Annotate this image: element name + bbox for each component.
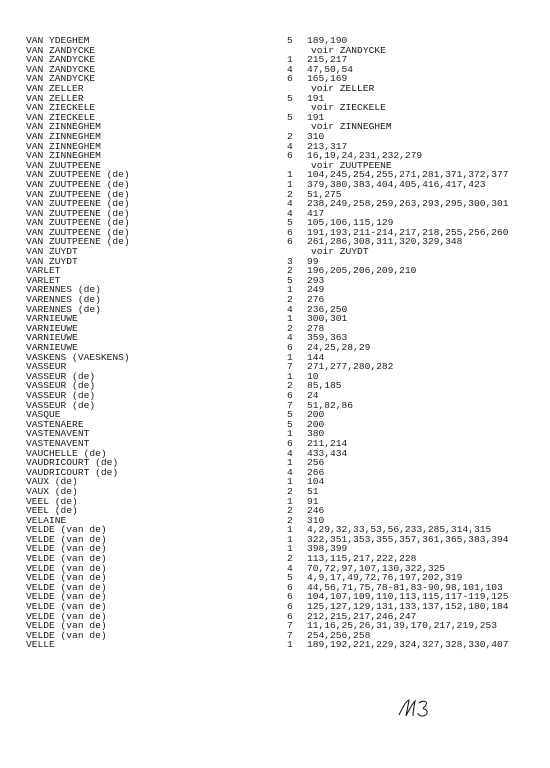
volume-number: 7: [287, 361, 293, 373]
entry-name: VAN ZIECKELE: [26, 102, 96, 114]
entry-name: VAN ZANDYCKE: [26, 44, 96, 56]
page-references: 144: [307, 351, 325, 363]
page-references: 310: [307, 130, 325, 142]
entry-name: VARENNES (de): [26, 284, 101, 296]
volume-number: 4: [287, 198, 293, 210]
page-references: 212,215,217,246,247: [307, 610, 417, 622]
page-references: 249: [307, 284, 325, 296]
page-references: 11,16,25,26,31,39,170,217,219,253: [307, 620, 497, 632]
entry-name: VAN ZIECKELE: [26, 111, 96, 123]
entry-name: VAN ZINNEGHEM: [26, 150, 101, 162]
entry-name: VASTENAVENT: [26, 437, 90, 449]
page-references: 16,19,24,231,232,279: [307, 150, 423, 162]
page-references: 380: [307, 428, 325, 440]
index-row: [0, 266, 550, 276]
entry-name: VAN ZUYDT: [26, 246, 78, 258]
page-references: 165,169: [307, 73, 348, 85]
entry-name: VASSEUR (de): [26, 399, 96, 411]
page-references: 91: [307, 495, 319, 507]
page-references: 191: [307, 92, 325, 104]
page-references: 191,193,211-214,217,218,255,256,260: [307, 226, 509, 238]
page-references: 266: [307, 466, 325, 478]
volume-number: 4: [287, 207, 293, 219]
volume-number: 2: [287, 265, 293, 277]
index-row: [0, 314, 550, 324]
index-row: [0, 237, 550, 247]
volume-number: 6: [287, 581, 293, 593]
index-row: [0, 247, 550, 257]
index-row: [0, 324, 550, 334]
volume-number: 4: [287, 562, 293, 574]
page-references: 189,190: [307, 35, 348, 46]
volume-number: 1: [287, 178, 293, 190]
entry-name: VEEL (de): [26, 505, 78, 517]
entry-name: VAN ZUUTPEENE (de): [26, 178, 130, 190]
page-references: 125,127,129,131,133,137,152,180,184: [307, 601, 509, 613]
volume-number: 6: [287, 437, 293, 449]
page-references: 293: [307, 274, 325, 286]
volume-number: 5: [287, 92, 293, 104]
volume-number: 6: [287, 389, 293, 401]
page-references: 246: [307, 505, 325, 517]
volume-number: 1: [287, 284, 293, 296]
entry-name: VAN ZUUTPEENE (de): [26, 207, 130, 219]
volume-number: 1: [287, 313, 293, 325]
page-references: 4,9,17,49,72,76,197,202,319: [307, 572, 463, 584]
page-references: 51: [307, 485, 319, 497]
entry-name: VAN ZUUTPEENE (de): [26, 198, 130, 210]
page-references: 300,301: [307, 313, 348, 325]
volume-number: 6: [287, 610, 293, 622]
page-references: 236,250: [307, 303, 348, 315]
page-references: 322,351,353,355,357,361,365,383,394: [307, 533, 509, 545]
page-references: 51,275: [307, 188, 342, 200]
page-references: 261,286,308,311,320,329,348: [307, 236, 463, 248]
volume-number: 1: [287, 351, 293, 363]
entry-name: VASSEUR (de): [26, 380, 96, 392]
index-row: [0, 497, 550, 507]
volume-number: 1: [287, 169, 293, 181]
entry-name: VASQUE: [26, 409, 61, 421]
entry-name: VELDE (van de): [26, 620, 107, 632]
index-row: [0, 353, 550, 363]
volume-number: 1: [287, 457, 293, 469]
page-references: 213,317: [307, 140, 348, 152]
entry-name: VAN ZANDYCKE: [26, 54, 96, 66]
page-references: 215,217: [307, 54, 348, 66]
page-references: 398,399: [307, 543, 348, 555]
page-references: 85,185: [307, 380, 342, 392]
volume-number: 4: [287, 466, 293, 478]
page-references: 4,29,32,33,53,56,233,285,314,315: [307, 524, 492, 536]
volume-number: 2: [287, 505, 293, 517]
volume-number: 7: [287, 399, 293, 411]
entry-name: VARLET: [26, 265, 61, 277]
volume-number: 7: [287, 629, 293, 641]
page-references: 238,249,258,259,263,293,295,300,301: [307, 198, 509, 210]
volume-number: 5: [287, 409, 293, 421]
entry-name: VELDE (van de): [26, 553, 107, 565]
volume-number: 4: [287, 332, 293, 344]
volume-number: 1: [287, 428, 293, 440]
volume-number: 2: [287, 188, 293, 200]
entry-name: VELDE (van de): [26, 581, 107, 593]
volume-number: 6: [287, 73, 293, 85]
entry-name: VARNIEUWE: [26, 313, 78, 325]
volume-number: 4: [287, 140, 293, 152]
entry-name: VELDE (van de): [26, 601, 107, 613]
volume-number: 4: [287, 63, 293, 75]
entry-name: VELLE: [26, 639, 55, 651]
entry-name: VAN ZINNEGHEM: [26, 140, 101, 152]
page-references: 189,192,221,229,324,327,328,330,407: [307, 639, 509, 651]
volume-number: 1: [287, 543, 293, 555]
volume-number: 7: [287, 620, 293, 632]
entry-name: VAUDRICOURT (de): [26, 466, 119, 478]
index-row: [0, 333, 550, 343]
entry-name: VELAINE: [26, 514, 67, 526]
page-references: 104,245,254,255,271,281,371,372,377: [307, 169, 509, 181]
entry-name: VELDE (van de): [26, 591, 107, 603]
page-references: 200: [307, 409, 325, 421]
entry-name: VAUX (de): [26, 485, 78, 497]
page-references: 310: [307, 514, 325, 526]
volume-number: 4: [287, 447, 293, 459]
volume-number: 6: [287, 236, 293, 248]
volume-number: 1: [287, 54, 293, 66]
page-references: 24: [307, 389, 319, 401]
volume-number: 6: [287, 150, 293, 162]
volume-number: 6: [287, 591, 293, 603]
entry-name: VELDE (van de): [26, 543, 107, 555]
entry-name: VAN ZANDYCKE: [26, 63, 96, 75]
index-row: [0, 640, 550, 650]
entry-name: VAN ZUUTPEENE: [26, 159, 101, 171]
page-references: 359,363: [307, 332, 348, 344]
page-references: 256: [307, 457, 325, 469]
volume-number: 6: [287, 226, 293, 238]
volume-number: 1: [287, 524, 293, 536]
entry-name: VAUCHELLE (de): [26, 447, 107, 459]
page-references: voir ZANDYCKE: [311, 44, 386, 56]
entry-name: VARLET: [26, 274, 61, 286]
entry-name: VAN ZUUTPEENE (de): [26, 236, 130, 248]
entry-name: VAN ZELLER: [26, 92, 84, 104]
page-references: 104: [307, 476, 325, 488]
page-references: 271,277,280,282: [307, 361, 394, 373]
index-row: [0, 401, 550, 411]
index-row: [0, 506, 550, 516]
index-row: [0, 257, 550, 267]
page-references: 433,434: [307, 447, 348, 459]
page-references: 254,256,258: [307, 629, 371, 641]
page-references: 24,25,28,29: [307, 342, 371, 353]
volume-number: 2: [287, 294, 293, 306]
entry-name: VARNIEUWE: [26, 322, 78, 334]
page-references: voir ZINNEGHEM: [311, 121, 392, 133]
volume-number: 5: [287, 217, 293, 229]
page-references: voir ZUUTPEENE: [311, 159, 392, 171]
page-references: 51,82,86: [307, 399, 354, 411]
entry-name: VAN ZUUTPEENE (de): [26, 226, 130, 238]
index-list: [0, 36, 550, 650]
page-references: 196,205,206,209,210: [307, 265, 417, 277]
entry-name: VARENNES (de): [26, 294, 101, 306]
volume-number: 1: [287, 476, 293, 488]
volume-number: 5: [287, 274, 293, 286]
page-references: voir ZELLER: [311, 82, 375, 94]
page-references: 44,56,71,75,78-81,83-90,98,101,103: [307, 581, 503, 593]
entry-name: VEEL (de): [26, 495, 78, 507]
volume-number: 6: [287, 601, 293, 613]
volume-number: 2: [287, 553, 293, 565]
entry-name: VARNIEUWE: [26, 342, 78, 353]
page-references: 276: [307, 294, 325, 306]
entry-name: VAN ZINNEGHEM: [26, 121, 101, 133]
page-references: voir ZIECKELE: [311, 102, 386, 114]
entry-name: VASTENAVENT: [26, 428, 90, 440]
entry-name: VASSEUR (de): [26, 370, 96, 382]
index-row: [0, 468, 550, 478]
page-references: 278: [307, 322, 325, 334]
handwritten-page-number: [397, 697, 437, 719]
entry-name: VELDE (van de): [26, 572, 107, 584]
page-references: 70,72,97,107,130,322,325: [307, 562, 446, 574]
entry-name: VAN YDEGHEM: [26, 35, 90, 46]
entry-name: VASSEUR (de): [26, 389, 96, 401]
entry-name: VASSEUR: [26, 361, 67, 373]
page-references: voir ZUYDT: [311, 246, 369, 258]
volume-number: 2: [287, 514, 293, 526]
volume-number: 2: [287, 380, 293, 392]
page-references: 104,107,109,110,113,115,117-119,125: [307, 591, 509, 603]
entry-name: VAN ZINNEGHEM: [26, 130, 101, 142]
volume-number: 6: [287, 342, 293, 353]
entry-name: VAN ZUYDT: [26, 255, 78, 267]
page-references: 113,115,217,222,228: [307, 553, 417, 565]
entry-name: VASKENS (VAESKENS): [26, 351, 130, 363]
page-references: 191: [307, 111, 325, 123]
page-references: 105,106,115,129: [307, 217, 394, 229]
volume-number: 3: [287, 255, 293, 267]
volume-number: 1: [287, 370, 293, 382]
entry-name: VAUX (de): [26, 476, 78, 488]
volume-number: 4: [287, 303, 293, 315]
entry-name: VELDE (van de): [26, 629, 107, 641]
page-references: 417: [307, 207, 325, 219]
page-references: 211,214: [307, 437, 348, 449]
volume-number: 5: [287, 35, 293, 46]
entry-name: VAN ZANDYCKE: [26, 73, 96, 85]
index-row: [0, 477, 550, 487]
volume-number: 5: [287, 111, 293, 123]
entry-name: VARENNES (de): [26, 303, 101, 315]
volume-number: 5: [287, 418, 293, 430]
page-references: 47,50,54: [307, 63, 354, 75]
page-references: 10: [307, 370, 319, 382]
entry-name: VELDE (van de): [26, 562, 107, 574]
entry-name: VAN ZELLER: [26, 82, 84, 94]
volume-number: 2: [287, 130, 293, 142]
entry-name: VAN ZUUTPEENE (de): [26, 217, 130, 229]
entry-name: VELDE (van de): [26, 533, 107, 545]
volume-number: 1: [287, 639, 293, 651]
entry-name: VAN ZUUTPEENE (de): [26, 188, 130, 200]
volume-number: 2: [287, 322, 293, 334]
entry-name: VAN ZUUTPEENE (de): [26, 169, 130, 181]
entry-name: VAUDRICOURT (de): [26, 457, 119, 469]
entry-name: VARNIEUWE: [26, 332, 78, 344]
entry-name: VASTENAERE: [26, 418, 84, 430]
volume-number: 1: [287, 495, 293, 507]
page-references: 200: [307, 418, 325, 430]
entry-name: VELDE (van de): [26, 610, 107, 622]
volume-number: 2: [287, 485, 293, 497]
volume-number: 1: [287, 533, 293, 545]
index-row: [0, 305, 550, 315]
entry-name: VELDE (van de): [26, 524, 107, 536]
page-references: 99: [307, 255, 319, 267]
page-references: 379,380,383,404,405,416,417,423: [307, 178, 486, 190]
volume-number: 5: [287, 572, 293, 584]
index-row: [0, 487, 550, 497]
